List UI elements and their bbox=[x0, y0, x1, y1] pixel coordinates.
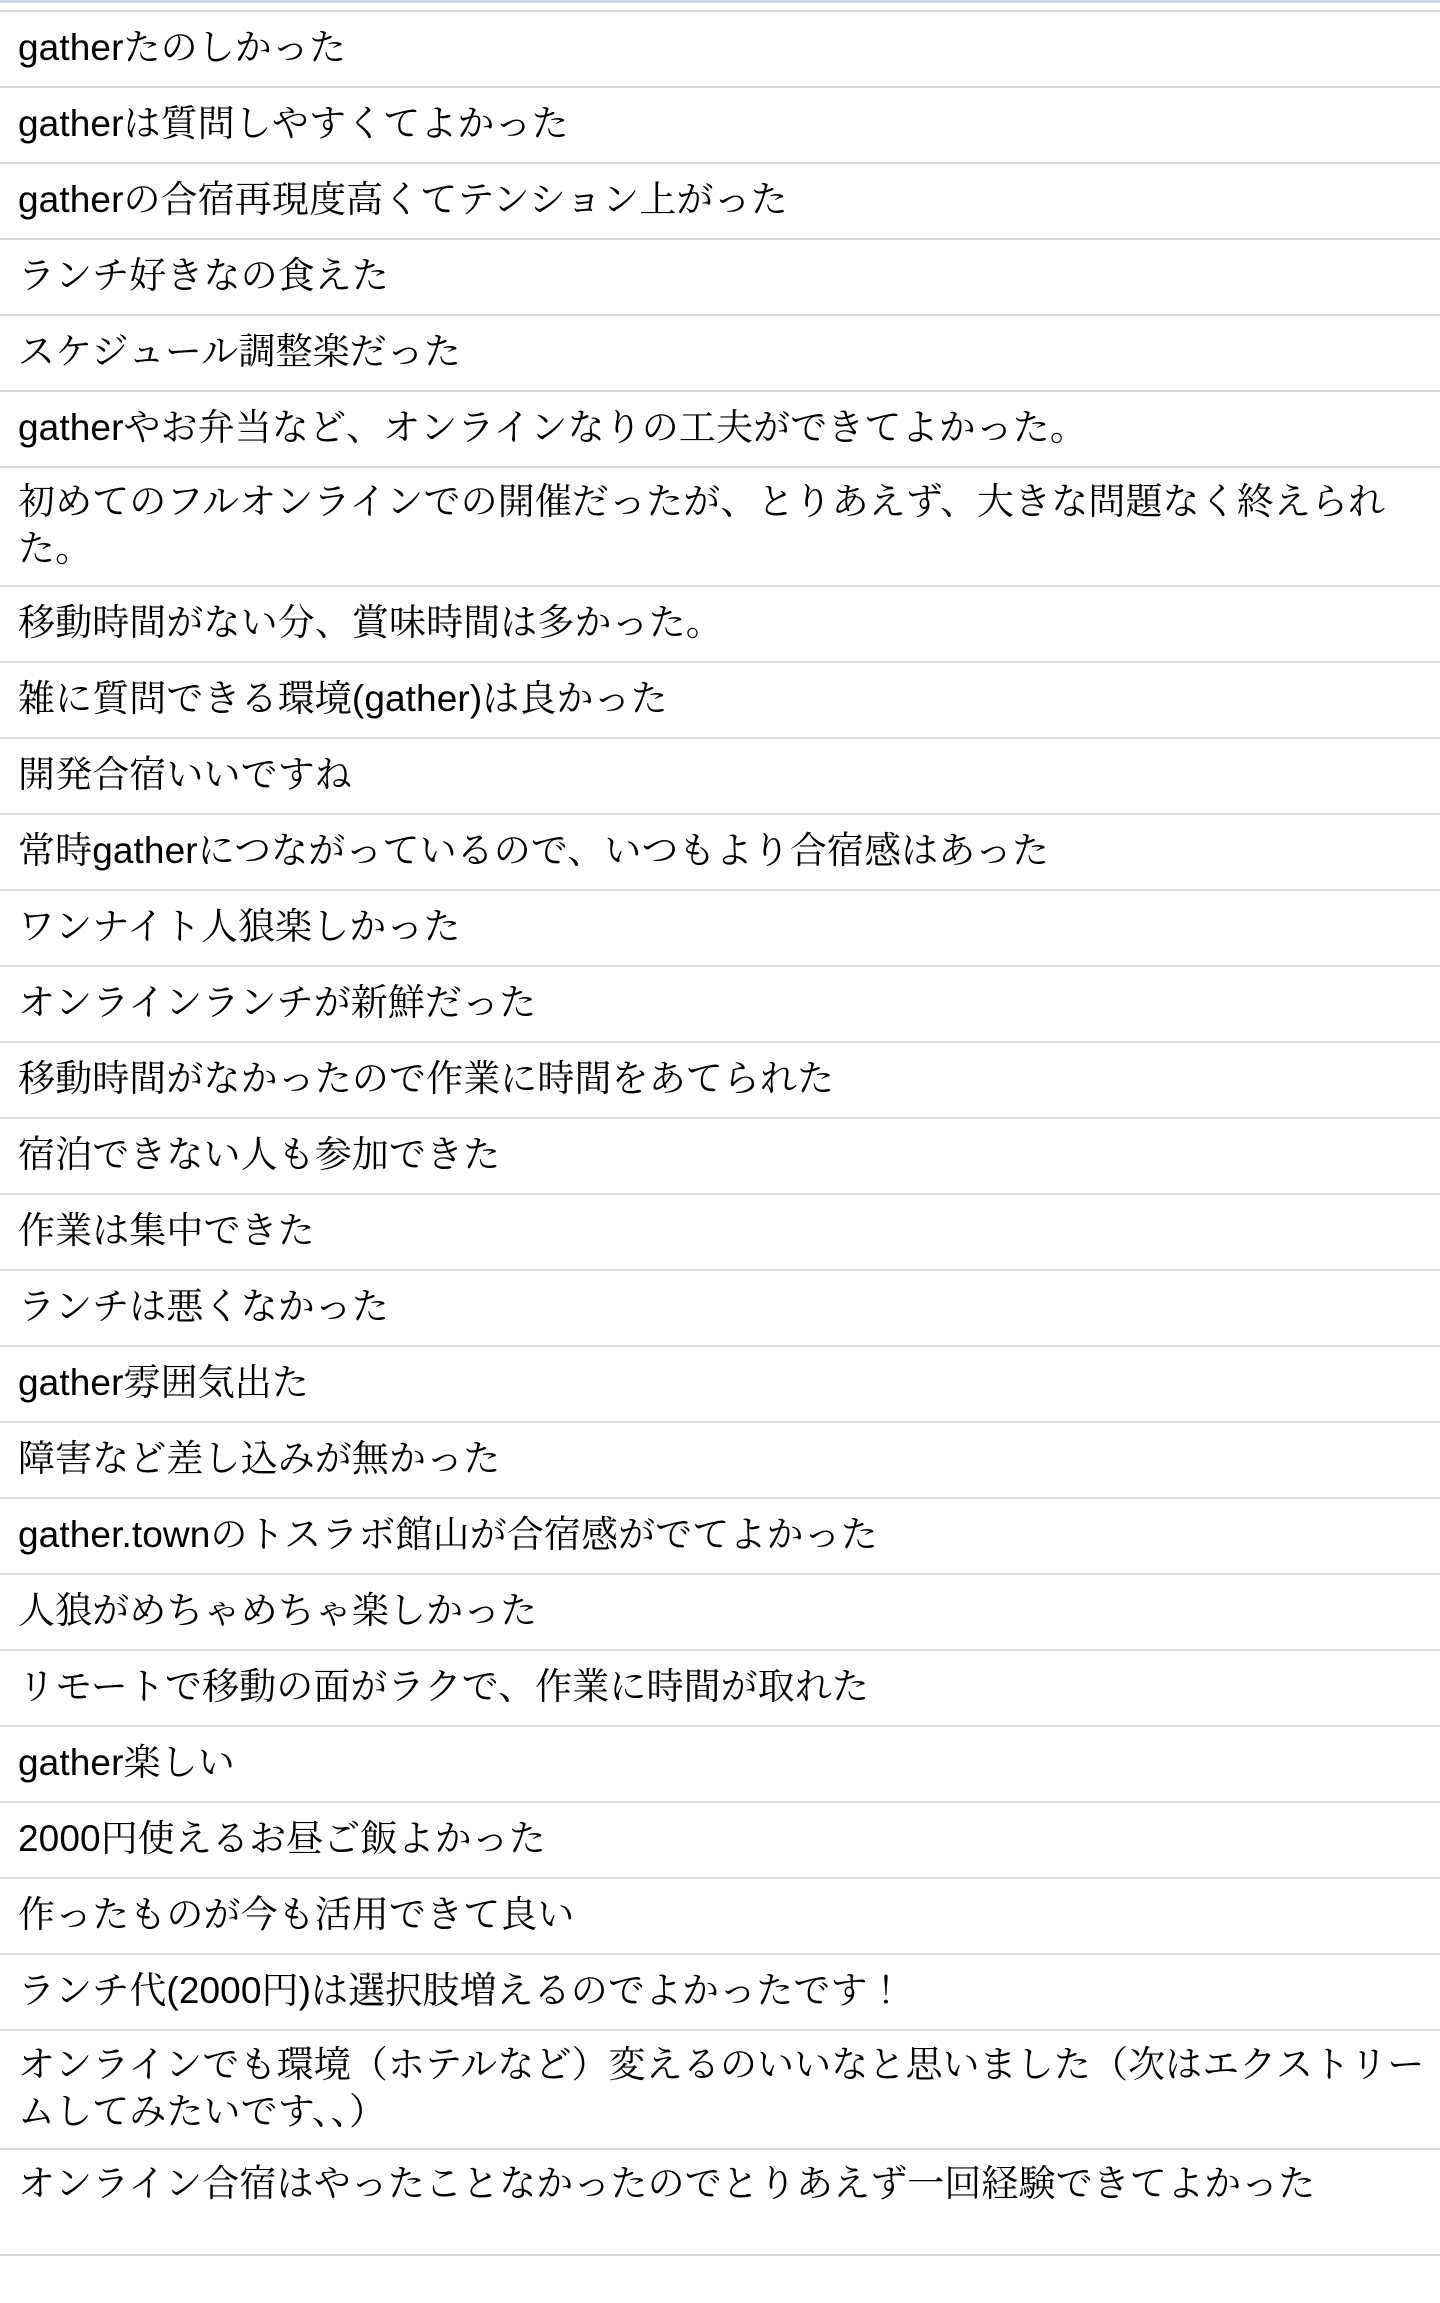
comment-text: gatherたのしかった bbox=[18, 26, 347, 68]
list-item[interactable] bbox=[0, 891, 1440, 967]
comment-text: gather雰囲気出た bbox=[18, 1361, 310, 1403]
comment-text: gatherは質問しやすくてよかった bbox=[18, 102, 569, 144]
list-item[interactable] bbox=[0, 1955, 1440, 2031]
comment-text: 作ったものが今も活用できて良い bbox=[18, 1893, 575, 1935]
comment-text: 作業は集中できた bbox=[18, 1209, 315, 1251]
comment-text: リモートで移動の面がラクで、作業に時間が取れた bbox=[18, 1665, 870, 1707]
top-accent-bar bbox=[0, 0, 1440, 10]
list-item[interactable] bbox=[0, 12, 1440, 88]
list-item[interactable] bbox=[0, 1423, 1440, 1499]
list-item[interactable] bbox=[0, 164, 1440, 240]
list-item[interactable] bbox=[0, 663, 1440, 739]
comment-text: gather.townのトスラボ館山が合宿感がでてよかった bbox=[18, 1513, 878, 1555]
comment-text: 人狼がめちゃめちゃ楽しかった bbox=[18, 1589, 538, 1631]
comment-text: 開発合宿いいですね bbox=[18, 753, 352, 795]
comment-text: ランチは悪くなかった bbox=[18, 1285, 389, 1327]
list-item[interactable] bbox=[0, 316, 1440, 392]
list-item[interactable] bbox=[0, 240, 1440, 316]
comment-text: ワンナイト人狼楽しかった bbox=[18, 905, 461, 947]
list-item[interactable] bbox=[0, 1499, 1440, 1575]
list-item[interactable] bbox=[0, 1119, 1440, 1195]
list-item[interactable] bbox=[0, 739, 1440, 815]
comment-text: 宿泊できない人も参加できた bbox=[18, 1133, 501, 1175]
comment-text: 障害など差し込みが無かった bbox=[18, 1437, 501, 1479]
comment-text: オンライン合宿はやったことなかったのでとりあえず一回経験できてよかった bbox=[18, 2163, 1316, 2205]
comment-row-list bbox=[0, 10, 1440, 2256]
list-item[interactable] bbox=[0, 1271, 1440, 1347]
comment-text: gather楽しい bbox=[18, 1741, 235, 1783]
comment-text: 雑に質問できる環境(gather)は良かった bbox=[18, 677, 668, 719]
list-item[interactable] bbox=[0, 1575, 1440, 1651]
comment-text: オンラインランチが新鮮だった bbox=[18, 981, 537, 1023]
list-item[interactable] bbox=[0, 587, 1440, 663]
comment-text: 移動時間がない分、賞味時間は多かった。 bbox=[18, 601, 723, 643]
list-item[interactable] bbox=[0, 967, 1440, 1043]
comment-text: オンラインでも環境（ホテルなど）変えるのいいなと思いました（次はエクストリームしてみたいです、、） bbox=[18, 2044, 1425, 2132]
comment-text: スケジュール調整楽だった bbox=[18, 330, 461, 372]
list-item[interactable] bbox=[0, 88, 1440, 164]
list-item[interactable] bbox=[0, 1727, 1440, 1803]
list-item[interactable] bbox=[0, 468, 1440, 587]
list-item[interactable] bbox=[0, 1803, 1440, 1879]
list-item[interactable] bbox=[0, 2150, 1440, 2256]
list-item[interactable] bbox=[0, 1651, 1440, 1727]
comment-text: ランチ好きなの食えた bbox=[18, 254, 389, 296]
list-item[interactable] bbox=[0, 1879, 1440, 1955]
list-item[interactable] bbox=[0, 1043, 1440, 1119]
comment-text: gatherやお弁当など、オンラインなりの工夫ができてよかった。 bbox=[18, 406, 1087, 448]
list-item[interactable] bbox=[0, 815, 1440, 891]
list-item[interactable] bbox=[0, 392, 1440, 468]
comment-text: 移動時間がなかったので作業に時間をあてられた bbox=[18, 1057, 835, 1099]
list-item[interactable] bbox=[0, 1347, 1440, 1423]
comment-text: 2000円使えるお昼ご飯よかった bbox=[18, 1817, 546, 1859]
list-item[interactable] bbox=[0, 1195, 1440, 1271]
list-item[interactable] bbox=[0, 2031, 1440, 2150]
comment-text: 常時gatherにつながっているので、いつもより合宿感はあった bbox=[18, 829, 1050, 871]
comment-text: gatherの合宿再現度高くてテンション上がった bbox=[18, 178, 788, 220]
comment-text: ランチ代(2000円)は選択肢増えるのでよかったです！ bbox=[18, 1969, 905, 2011]
comment-text: 初めてのフルオンラインでの開催だったが、とりあえず、大きな問題なく終えられた。 bbox=[18, 481, 1386, 569]
